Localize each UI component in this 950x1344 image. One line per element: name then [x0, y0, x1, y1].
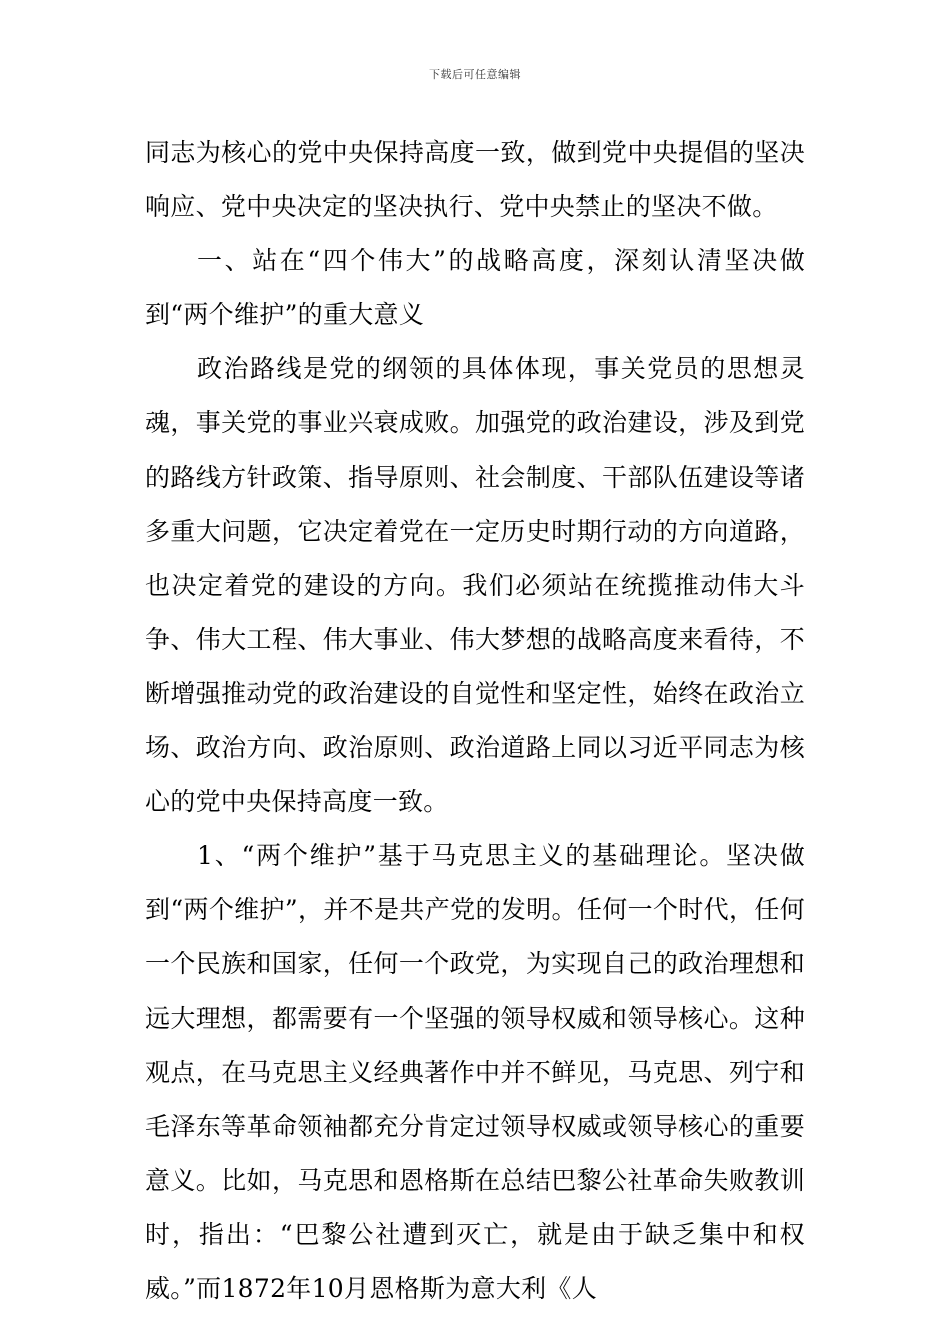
document-body [145, 126, 805, 1316]
page-header: 下载后可任意编辑 [429, 68, 521, 81]
paragraph: 1、“两个维护”基于马克思主义的基础理论。坚决做到“两个维护”，并不是共产党的发明。任何一个时代，任何一个民族和国家，任何一个政党，为实现自己的政治理想和远大理想，都需要有一个坚强的领导权威和领导核心。这种观点，在马克思主义经典著作中并不鲜见，马克思、列宁和毛泽东等革命领袖都充分肯定过领导权威或领导核心的重要意义。比如，马克思和恩格斯在总结巴黎公社革命失败教训时，指出：“巴黎公社遭到灭亡，就是由于缺乏集中和权威。”而1872年10月恩格斯为意大利《人 [145, 841, 805, 1303]
section-heading: 一、站在“四个伟大”的战略高度，深刻认清坚决做到“两个维护”的重大意义 [145, 246, 805, 330]
paragraph: 同志为核心的党中央保持高度一致，做到党中央提倡的坚决响应、党中央决定的坚决执行、党中央禁止的坚决不做。 [145, 138, 805, 222]
paragraph: 政治路线是党的纲领的具体体现，事关党员的思想灵魂，事关党的事业兴衰成败。加强党的政治建设，涉及到党的路线方针政策、指导原则、社会制度、干部队伍建设等诸多重大问题，它决定着党在一定历史时期行动的方向道路，也决定着党的建设的方向。我们必须站在统揽推动伟大斗争、伟大工程、伟大事业、伟大梦想的战略高度来看待，不断增强推动党的政治建设的自觉性和坚定性，始终在政治立场、政治方向、政治原则、政治道路上同以习近平同志为核心的党中央保持高度一致。 [145, 354, 805, 817]
